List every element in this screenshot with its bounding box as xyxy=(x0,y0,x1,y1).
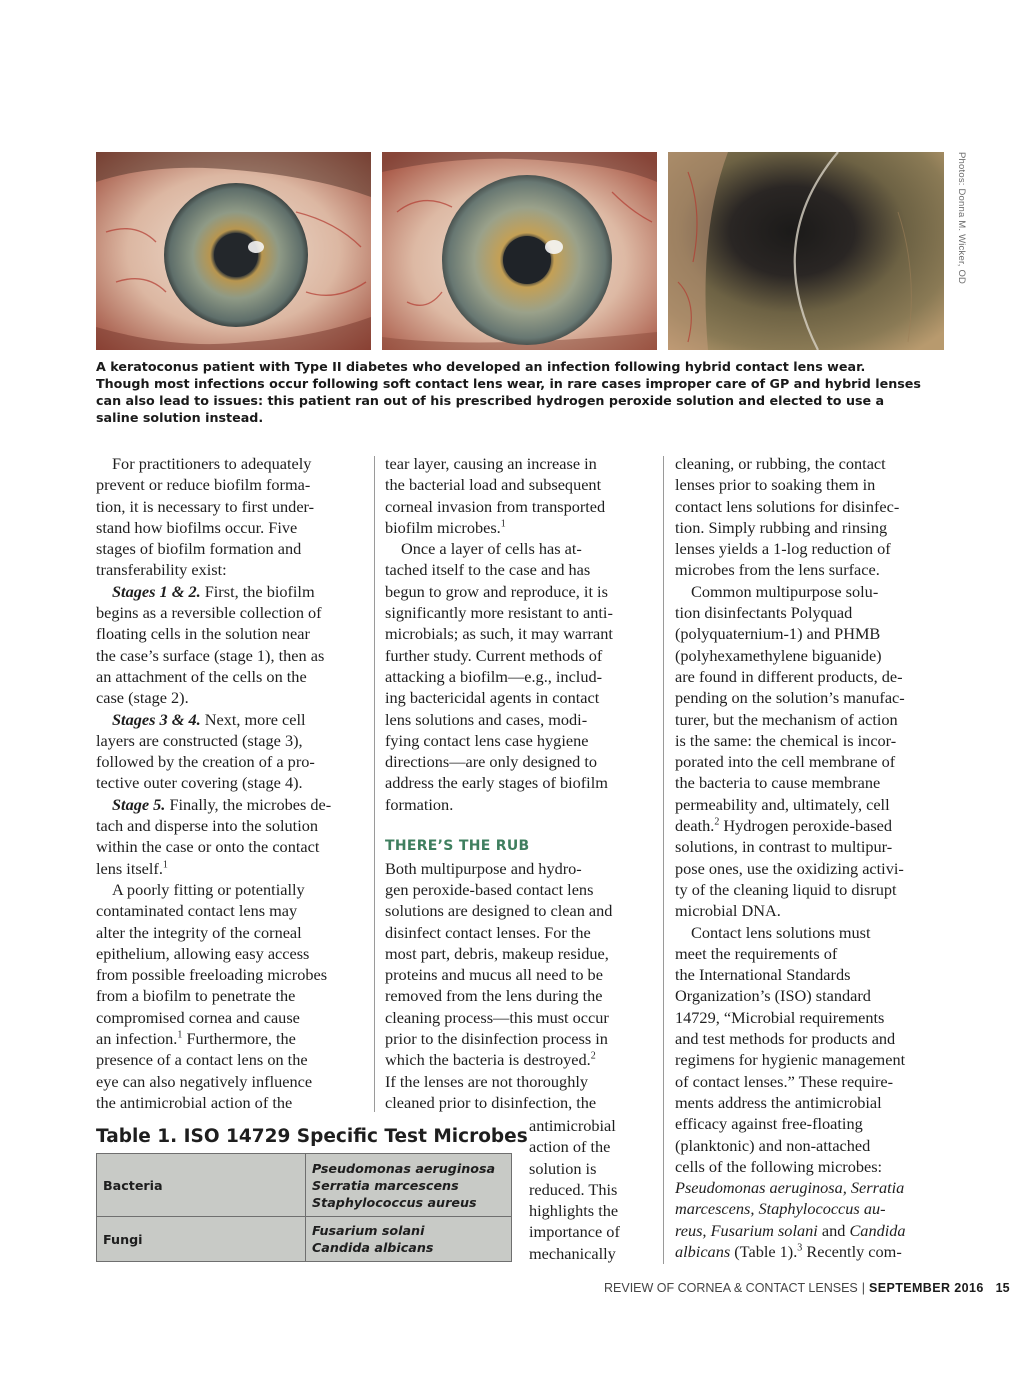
text-line: is the same: the chemical is incor- xyxy=(675,730,897,750)
stage-label: Stage 5. xyxy=(112,794,166,814)
text-line: proteins and mucus all need to be xyxy=(385,965,603,985)
text-line: Organization’s (ISO) standard xyxy=(675,986,871,1006)
photo-credit: Photos: Donna M. Wicker, OD xyxy=(956,152,967,285)
text-line: epithelium, allowing easy access xyxy=(96,943,310,963)
section-heading: THERE’S THE RUB xyxy=(385,838,530,855)
text-line: from possible freeloading microbes xyxy=(96,965,328,985)
text-line: (planktonic) and non-attached xyxy=(675,1135,871,1155)
text-line: ty of the cleaning liquid to disrupt xyxy=(675,879,897,899)
caption-line: saline solution instead. xyxy=(96,410,264,425)
text-line: cleaning process—this must occur xyxy=(385,1007,609,1027)
text-line: layers are constructed (stage 3), xyxy=(96,730,303,750)
microbe-name: Staphylococcus aureus xyxy=(312,1194,477,1210)
footnote-ref: 2 xyxy=(714,816,720,828)
text-line: are found in different products, de- xyxy=(675,666,903,686)
footnote-ref: 1 xyxy=(500,518,506,530)
iso-microbes-table xyxy=(96,1153,512,1262)
text-line: meet the requirements of xyxy=(675,943,838,963)
text-line: tear layer, causing an increase in xyxy=(385,454,597,473)
text-line: biofilm microbes.$^1$ xyxy=(385,517,506,537)
footnote-ref: 3 xyxy=(797,1242,803,1254)
microbe-name: Serratia marcescens xyxy=(312,1177,459,1193)
species-name: Pseudomonas aeruginosa, Serratia xyxy=(675,1178,905,1198)
text-line: eye can also negatively influence xyxy=(96,1071,313,1091)
text-line: porated into the cell membrane of xyxy=(675,752,896,772)
text-line: tion, it is necessary to first under- xyxy=(96,496,315,516)
footnote-ref: 2 xyxy=(590,1050,596,1062)
column-rule xyxy=(663,456,664,1264)
text-line: A poorly fitting or potentially xyxy=(112,879,305,899)
text-line: 14729, “Microbial requirements xyxy=(675,1007,885,1027)
text-line: ing bactericidal agents in contact xyxy=(385,688,600,708)
table-cell-microbes xyxy=(306,1154,512,1217)
text-line: followed by the creation of a pro- xyxy=(96,752,315,772)
eye-photo-2-image xyxy=(382,152,657,350)
text-line: tached itself to the case and has xyxy=(385,560,591,580)
text-line: lenses prior to soaking them in xyxy=(675,475,876,495)
text-line: Stage 5. Finally, the microbes de- xyxy=(112,794,332,814)
text-line: Contact lens solutions must xyxy=(691,922,871,942)
text-line: cleaned prior to disinfection, the xyxy=(385,1092,597,1112)
paragraph-gap xyxy=(385,815,613,836)
column-rule xyxy=(374,456,375,1112)
text-line: floating cells in the solution near xyxy=(96,624,310,644)
text-line xyxy=(675,1177,906,1198)
text-line: which the bacteria is destroyed.$^2$ xyxy=(385,1050,596,1070)
caption-line: A keratoconus patient with Type II diabetes who developed an infection following hybrid contact lens wear. xyxy=(96,359,866,374)
text-line: begun to grow and reproduce, it is xyxy=(385,581,608,601)
text-line: For practitioners to adequately xyxy=(112,454,312,473)
text-line: cleaning, or rubbing, the contact xyxy=(675,454,886,473)
text-line: cells of the following microbes: xyxy=(675,1156,883,1176)
text-line: microbial DNA. xyxy=(675,901,781,921)
text-line: highlights the xyxy=(529,1201,619,1221)
text-line: compromised cornea and cause xyxy=(96,1007,300,1027)
footer-separator: | xyxy=(861,1281,865,1295)
text-line: tective outer covering (stage 4). xyxy=(96,773,303,793)
text-line: within the case or onto the contact xyxy=(96,837,320,857)
text-line: ments address the antimicrobial xyxy=(675,1092,882,1112)
text-line: pending on the solution’s manufac- xyxy=(675,688,905,708)
text-column-2 xyxy=(385,453,613,1113)
text-line: the bacteria to cause membrane xyxy=(675,773,881,793)
text-line: pose ones, use the oxidizing activi- xyxy=(675,858,904,878)
text-line: further study. Current methods of xyxy=(385,645,603,665)
microbe-name: Candida albicans xyxy=(312,1240,434,1255)
text-line: fying contact lens case hygiene xyxy=(385,730,589,750)
text-line: significantly more resistant to anti- xyxy=(385,603,613,623)
text-line: the antimicrobial action of the xyxy=(96,1092,293,1112)
text-line: Once a layer of cells has at- xyxy=(401,539,582,559)
text-line: action of the xyxy=(529,1137,611,1157)
text-line: (polyquaternium-1) and PHMB xyxy=(675,624,881,644)
text-line: contaminated contact lens may xyxy=(96,901,298,921)
text-line: an attachment of the cells on the xyxy=(96,666,307,686)
text-line: solutions, in contrast to multipur- xyxy=(675,837,893,857)
eye-photo-1-image xyxy=(96,152,371,350)
text-line: lens solutions and cases, modi- xyxy=(385,709,588,729)
text-line: stand how biofilms occur. Five xyxy=(96,517,298,537)
species-name: reus, Fusarium solani xyxy=(675,1220,818,1240)
text-line: (polyhexamethylene biguanide) xyxy=(675,645,882,665)
table-row-label: Fungi xyxy=(97,1217,306,1262)
text-line: If the lenses are not thoroughly xyxy=(385,1071,589,1091)
footnote-ref: 1 xyxy=(177,1029,183,1041)
text-line: solutions are designed to clean and xyxy=(385,901,613,921)
text-column-1 xyxy=(96,453,331,1113)
text-column-3 xyxy=(675,453,906,1262)
text-line: removed from the lens during the xyxy=(385,986,603,1006)
text-line: transferability exist: xyxy=(96,560,227,580)
eye-photo-1 xyxy=(96,152,371,350)
text-line: the International Standards xyxy=(675,965,851,985)
text-line: importance of xyxy=(529,1222,620,1242)
text-line: reus, Fusarium solani and Candida xyxy=(675,1220,906,1240)
stage-label: Stages 1 & 2. xyxy=(112,581,201,601)
text-line: begins as a reversible collection of xyxy=(96,603,322,623)
text-line: death.$^2$ Hydrogen peroxide-based xyxy=(675,816,893,836)
text-line: address the early stages of biofilm xyxy=(385,773,608,793)
text-line: corneal invasion from transported xyxy=(385,496,606,516)
text-line: alter the integrity of the corneal xyxy=(96,922,302,942)
table-title: Table 1. ISO 14729 Specific Test Microbes xyxy=(96,1126,528,1147)
text-line: Common multipurpose solu- xyxy=(691,581,879,601)
text-line: Stages 1 & 2. First, the biofilm xyxy=(112,581,315,601)
table-row xyxy=(97,1217,512,1262)
text-line: antimicrobial xyxy=(529,1116,616,1135)
text-line: lens itself.$^1$ xyxy=(96,858,168,878)
text-line: albicans (Table 1).$^3$ Recently com- xyxy=(675,1241,902,1261)
text-line: of contact lenses.” These require- xyxy=(675,1071,894,1091)
text-line: prevent or reduce biofilm forma- xyxy=(96,475,311,495)
text-line: prior to the disinfection process in xyxy=(385,1029,608,1049)
species-name: marcescens, Staphylococcus au- xyxy=(675,1199,886,1219)
stage-label: Stages 3 & 4. xyxy=(112,709,201,729)
text-line xyxy=(675,1198,906,1219)
microbe-name: Fusarium solani xyxy=(312,1223,425,1238)
text-line: tion disinfectants Polyquad xyxy=(675,603,853,623)
text-line: Stages 3 & 4. Next, more cell xyxy=(112,709,306,729)
species-name: albicans xyxy=(675,1241,731,1261)
text-line: regimens for hygienic management xyxy=(675,1050,906,1070)
text-line: formation. xyxy=(385,794,454,814)
text-line: reduced. This xyxy=(529,1179,618,1199)
table-cell-microbes xyxy=(306,1217,512,1262)
text-line: the bacterial load and subsequent xyxy=(385,475,602,495)
text-line: disinfect contact lenses. For the xyxy=(385,922,591,942)
text-line: case (stage 2). xyxy=(96,688,189,708)
eye-photo-2 xyxy=(382,152,657,350)
page-number: 15 xyxy=(995,1281,1010,1295)
text-column-2-continuation xyxy=(529,1115,620,1264)
text-line: permeability and, ultimately, cell xyxy=(675,794,890,814)
text-line: efficacy against free-floating xyxy=(675,1114,863,1134)
text-line: most part, debris, makeup residue, xyxy=(385,943,609,963)
text-line: tion. Simply rubbing and rinsing xyxy=(675,517,888,537)
table-row-label: Bacteria xyxy=(97,1154,306,1217)
text-line: attacking a biofilm—e.g., includ- xyxy=(385,666,603,686)
text-line: turer, but the mechanism of action xyxy=(675,709,898,729)
text-line: Both multipurpose and hydro- xyxy=(385,858,582,878)
text-line: solution is xyxy=(529,1158,597,1178)
text-line: lenses yields a 1-log reduction of xyxy=(675,539,891,559)
caption-line: can also lead to issues: this patient ran out of his prescribed hydrogen peroxide solution and elected to use a xyxy=(96,393,885,408)
text-line: presence of a contact lens on the xyxy=(96,1050,308,1070)
text-line: an infection.$^1$ Furthermore, the xyxy=(96,1029,296,1049)
text-line: stages of biofilm formation and xyxy=(96,539,302,559)
eye-photo-3-closeup xyxy=(668,152,944,350)
text-line: directions—are only designed to xyxy=(385,752,598,772)
text-line: the case’s surface (stage 1), then as xyxy=(96,645,325,665)
text-line: tach and disperse into the solution xyxy=(96,816,319,836)
caption-line: Though most infections occur following soft contact lens wear, in rare cases improper care of GP and hybrid lenses xyxy=(96,376,921,391)
journal-name: REVIEW OF CORNEA & CONTACT LENSES xyxy=(604,1281,858,1295)
text-line: mechanically xyxy=(529,1243,616,1263)
issue-date: SEPTEMBER 2016 xyxy=(869,1281,984,1295)
text-line: microbials; as such, it may warrant xyxy=(385,624,613,644)
table-row xyxy=(97,1154,512,1217)
eye-photo-3-image xyxy=(668,152,944,350)
footnote-ref: 1 xyxy=(162,859,168,871)
text-line: microbes from the lens surface. xyxy=(675,560,880,580)
species-name: Candida xyxy=(849,1220,906,1240)
text-line: and test methods for products and xyxy=(675,1029,896,1049)
figure-caption xyxy=(96,358,946,426)
text-line: gen peroxide-based contact lens xyxy=(385,879,594,899)
microbe-name: Pseudomonas aeruginosa xyxy=(312,1160,496,1176)
text-line: from a biofilm to penetrate the xyxy=(96,986,296,1006)
text-line: contact lens solutions for disinfec- xyxy=(675,496,900,516)
page-footer xyxy=(604,1281,1010,1295)
